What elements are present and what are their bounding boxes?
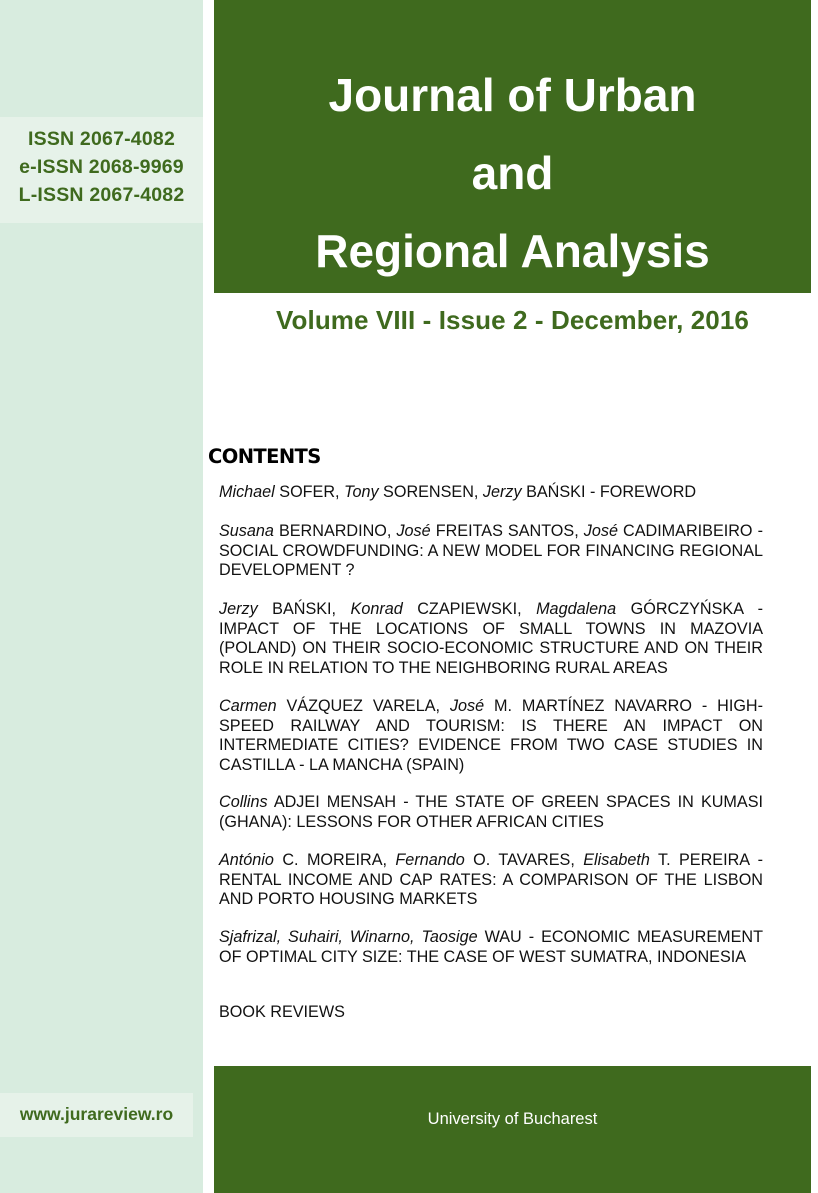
- author-surname: BERNARDINO,: [273, 522, 397, 540]
- author-surname: VÁZQUEZ VARELA,: [276, 697, 450, 715]
- article-title: - IMPACT OF THE LOCATIONS OF SMALL TOWNS IN MAZOVIA (POLAND) ON THEIR SOCIO-ECONOMIC STRUCTURE AND ON THEIR ROLE IN RELATION TO THE NEIGHBORING RURAL AREAS: [219, 600, 764, 677]
- author-surname: M. MARTÍNEZ NAVARRO: [484, 697, 692, 715]
- author-first-name: Magdalena: [536, 600, 617, 618]
- article-title: - RENTAL INCOME AND CAP RATES: A COMPARISON OF THE LISBON AND PORTO HOUSING MARKETS: [219, 851, 763, 908]
- issn-electronic: e-ISSN 2068-9969: [19, 156, 184, 178]
- author-first-name: José: [449, 697, 485, 715]
- article-title: - ECONOMIC MEASUREMENT OF OPTIMAL CITY SIZE: THE CASE OF WEST SUMATRA, INDONESIA: [219, 928, 763, 966]
- author-surname: ADJEI MENSAH: [267, 793, 397, 811]
- author-surname: GÓRCZYŃSKA: [616, 600, 744, 618]
- issn-linking: L-ISSN 2067-4082: [18, 184, 185, 206]
- author-surname: T. PEREIRA: [649, 851, 750, 869]
- volume-issue-line: Volume VIII - Issue 2 - December, 2016: [276, 305, 749, 335]
- toc-entry[interactable]: [219, 928, 763, 967]
- author-first-name: António: [219, 851, 274, 869]
- author-first-name: Jerzy: [219, 600, 258, 618]
- article-title: - SOCIAL CROWDFUNDING: A NEW MODEL FOR FINANCING REGIONAL DEVELOPMENT ?: [219, 522, 763, 579]
- article-title: BOOK REVIEWS: [219, 1003, 345, 1021]
- article-title: - HIGH-SPEED RAILWAY AND TOURISM: IS THERE AN IMPACT ON INTERMEDIATE CITIES? EVIDENCE FROM TWO CASE STUDIES IN CASTILLA - LA MANCHA (SPAIN): [219, 697, 764, 774]
- toc-entry[interactable]: [219, 697, 763, 775]
- website-link[interactable]: www.jurareview.ro: [19, 1104, 174, 1124]
- journal-title-line-2: and: [471, 147, 554, 199]
- footer-banner: [214, 1066, 811, 1193]
- author-surname: WAU: [477, 928, 522, 946]
- author-first-name: Jerzy: [482, 483, 522, 501]
- author-surname: BAŃSKI: [521, 483, 586, 501]
- author-first-name: Fernando: [395, 851, 465, 869]
- author-first-name: José: [396, 522, 431, 540]
- toc-entry[interactable]: [219, 1003, 763, 1023]
- author-first-name: Elisabeth: [583, 851, 650, 869]
- author-surname: O. TAVARES,: [464, 851, 584, 869]
- journal-title-line-1: Journal of Urban: [328, 69, 697, 121]
- toc-entry[interactable]: [219, 483, 763, 503]
- toc-entry[interactable]: [219, 522, 763, 581]
- author-first-name: Michael: [219, 483, 275, 501]
- author-first-name: Carmen: [219, 697, 277, 715]
- author-first-name: Tony: [344, 483, 379, 501]
- author-surname: FREITAS SANTOS,: [430, 522, 584, 540]
- article-title: - FOREWORD: [585, 483, 697, 501]
- author-first-name: Konrad: [350, 600, 403, 618]
- toc-entry[interactable]: [219, 600, 763, 678]
- toc-entry[interactable]: [219, 793, 763, 832]
- author-first-name: Susana: [219, 522, 274, 540]
- author-surname: CADIMARIBEIRO: [617, 522, 753, 540]
- author-first-name: José: [583, 522, 618, 540]
- publisher-name: University of Bucharest: [427, 1110, 598, 1128]
- author-surname: CZAPIEWSKI,: [402, 600, 537, 618]
- author-first-name: Sjafrizal, Suhairi, Winarno, Taosige: [219, 928, 478, 946]
- author-surname: BAŃSKI,: [257, 600, 351, 618]
- author-surname: SOFER,: [274, 483, 345, 501]
- toc-entry[interactable]: [219, 851, 763, 910]
- author-surname: SORENSEN,: [378, 483, 483, 501]
- issn-print: ISSN 2067-4082: [28, 128, 175, 150]
- article-title: - THE STATE OF GREEN SPACES IN KUMASI (GHANA): LESSONS FOR OTHER AFRICAN CITIES: [219, 793, 764, 831]
- author-surname: C. MOREIRA,: [273, 851, 396, 869]
- journal-title-line-3: Regional Analysis: [315, 225, 710, 277]
- author-first-name: Collins: [219, 793, 268, 811]
- contents-heading: CONTENTS: [208, 445, 321, 468]
